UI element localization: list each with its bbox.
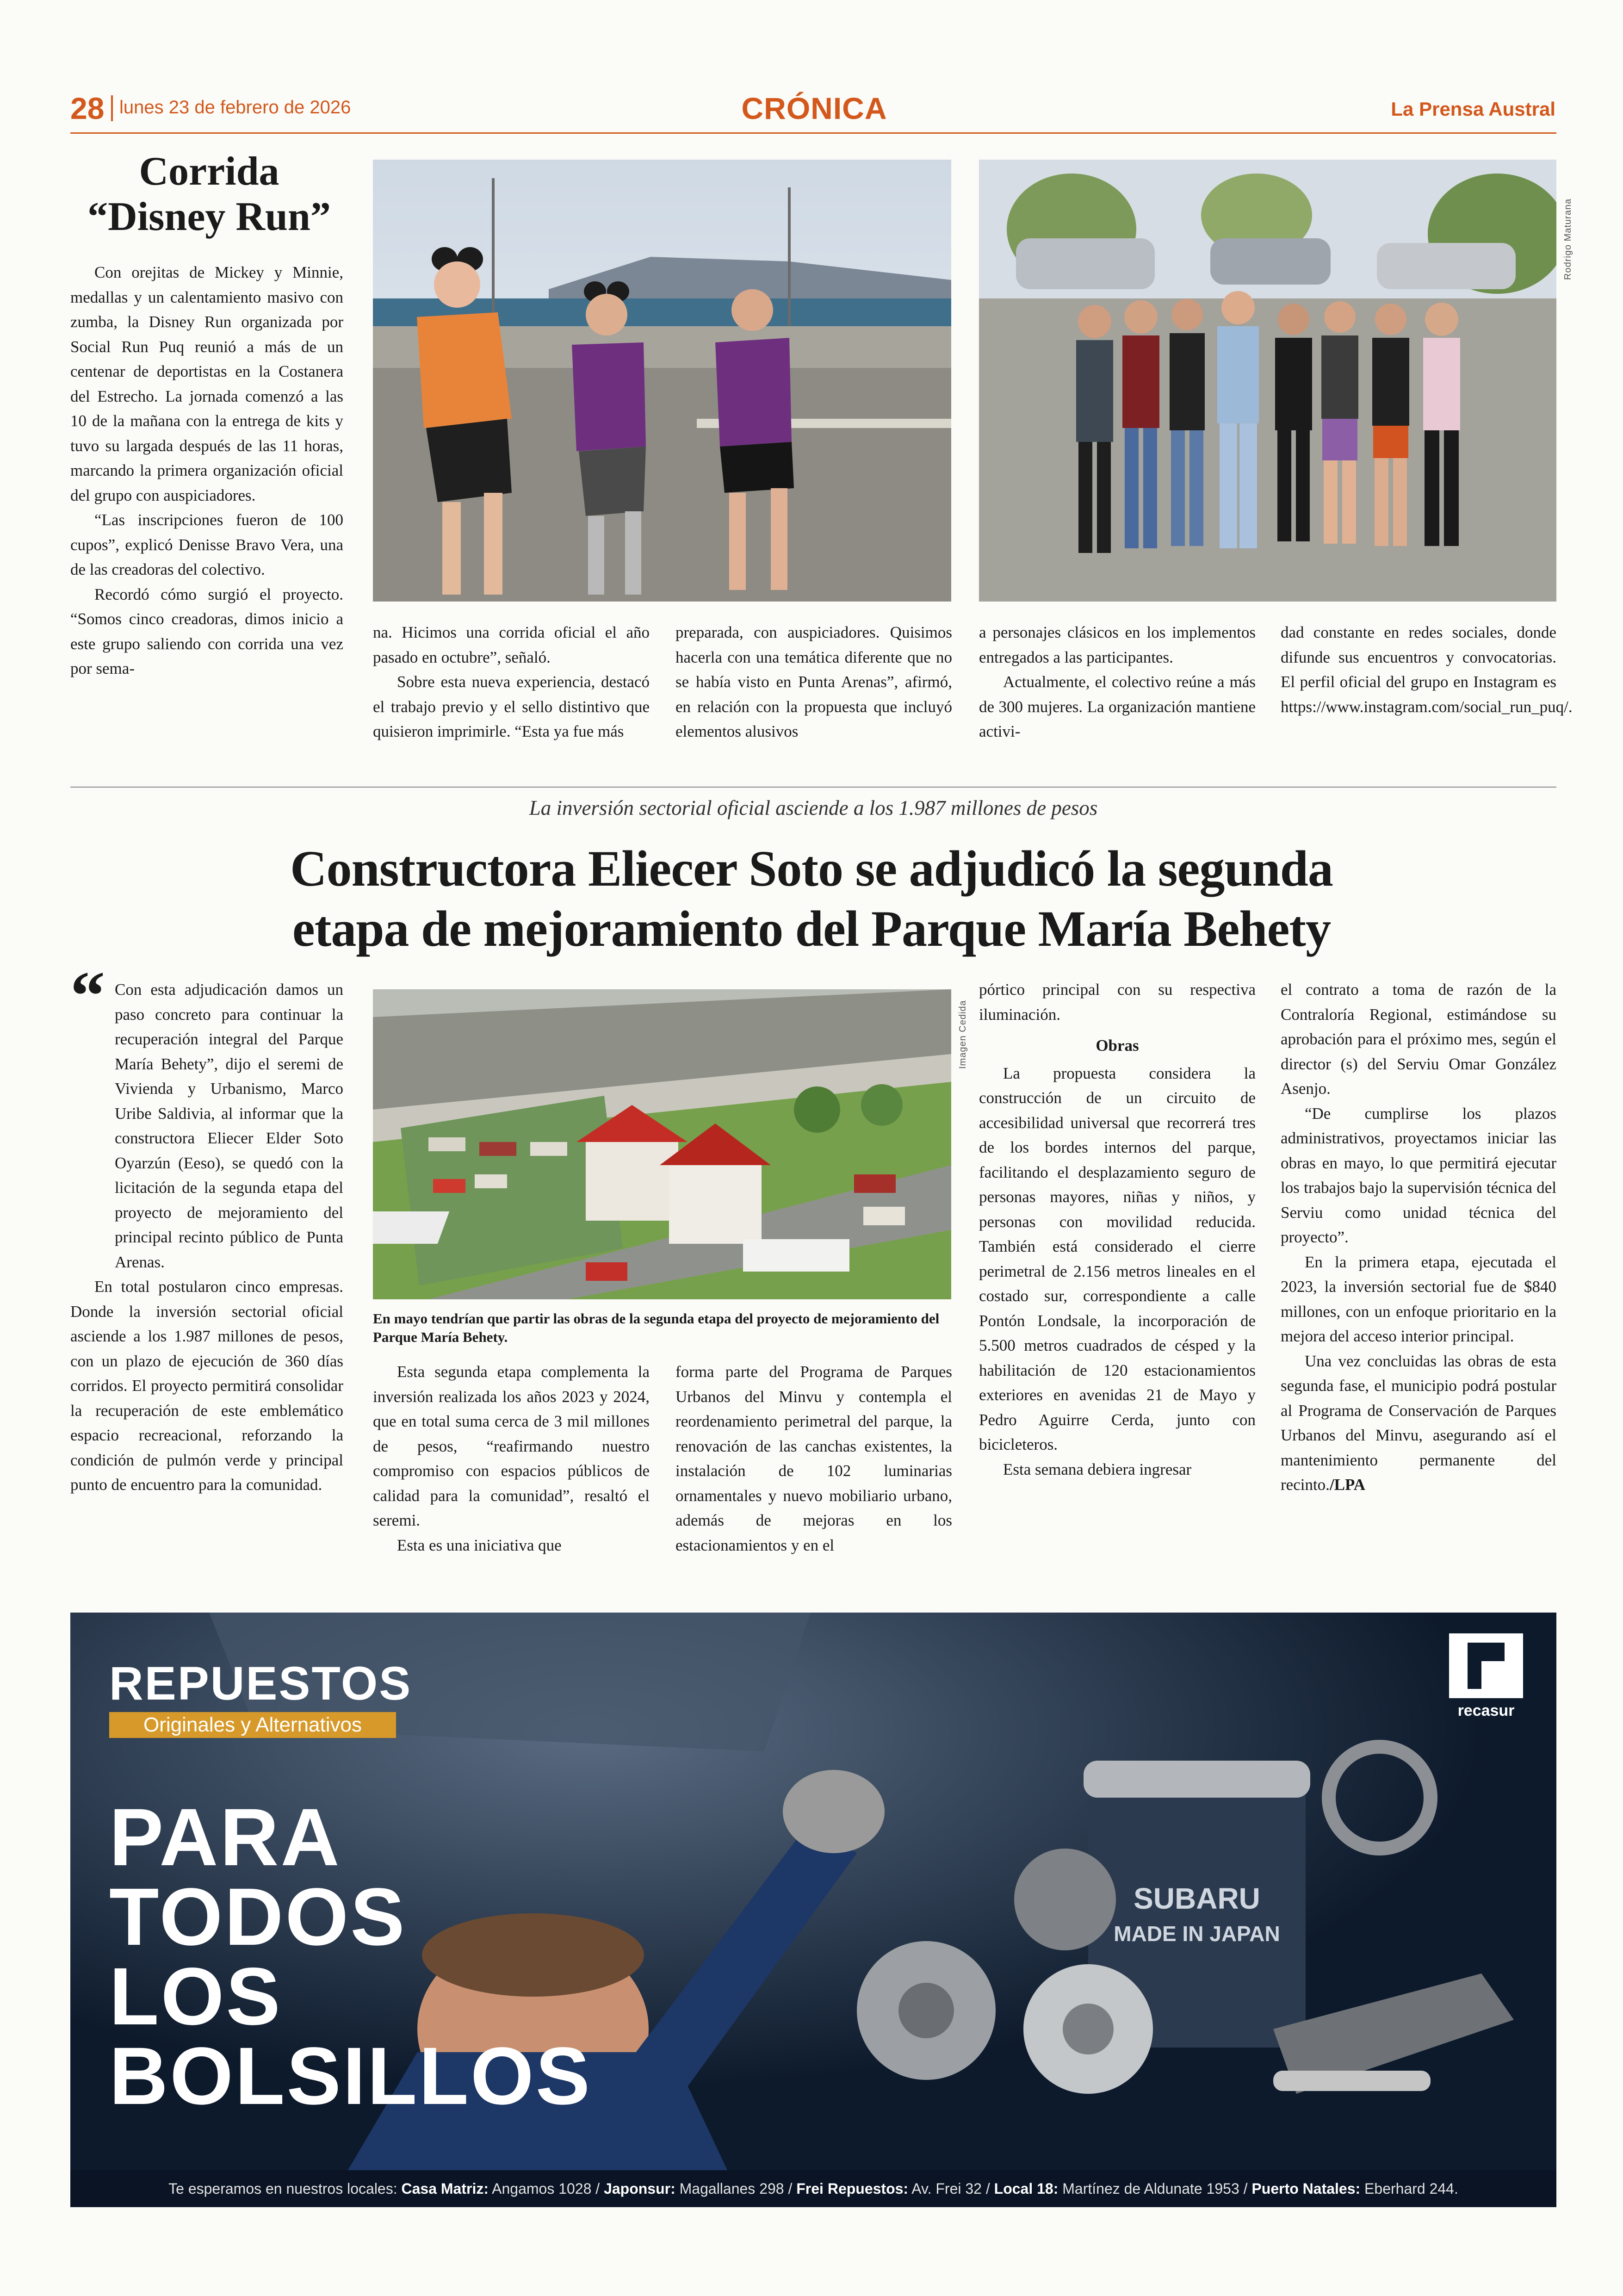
- ad-slogan-line: PARA: [109, 1792, 341, 1883]
- paragraph: a personajes clásicos en los implementos entregados a las participantes.: [979, 623, 1256, 666]
- story1-column-3: [675, 620, 952, 744]
- footer-intro: Te esperamos en nuestros locales:: [168, 2180, 397, 2197]
- ad-slogan-line: TODOS: [109, 1872, 407, 1962]
- story2-headline-line2: etapa de mejoramiento del Parque María Behety: [292, 900, 1331, 957]
- subheading-obras: Obras: [1096, 1036, 1139, 1055]
- photo-credit-story1: Rodrigo Maturana: [1563, 198, 1573, 280]
- story1-column-2: [373, 620, 650, 744]
- ad-subtitle: Originales y Alternativos: [109, 1712, 396, 1738]
- story1-title-line2: “Disney Run”: [87, 194, 331, 239]
- author-signature: /LPA: [1329, 1476, 1366, 1494]
- ad-slogan-line: LOS: [109, 1951, 282, 2042]
- location-name: Local 18:: [994, 2180, 1059, 2197]
- newspaper-name: La Prensa Austral: [1391, 98, 1555, 120]
- paragraph: dad constante en redes sociales, donde difunde sus encuentros y convocatorias. El perfil oficial del grupo en Instagram es https://www.instagram.com/social_run_puq/.: [1281, 623, 1573, 716]
- park-rendering: [373, 989, 951, 1299]
- paragraph: Con orejitas de Mickey y Minnie, medallas y un calentamiento masivo con zumba, la Disney Run organizada por Social Run Puq reunió a más de un centenar de deportistas en la Costanera del Estrecho. La jornada comenzó a las 10 de la mañana con la entrega de kits y tuvo su largada después de las 11 horas, marcando la primera organización oficial del grupo con auspiciadores.: [70, 263, 343, 504]
- paragraph: Esta segunda etapa complementa la inversión realizada los años 2023 y 2024, que en total suma cerca de 3 mil millones de pesos, “reafirmando nuestro compromiso con espacios públicos de calidad para la comunidad”, resaltó el seremi.: [373, 1363, 650, 1529]
- product-brand: SUBARU: [1134, 1882, 1260, 1915]
- header-divider: [111, 95, 113, 121]
- location-name: Casa Matriz:: [401, 2180, 489, 2197]
- recasur-logo: [1440, 1633, 1532, 1721]
- paragraph: forma parte del Programa de Parques Urbanos del Minvu y contempla el reordenamiento perimetral del parque, la renovación de las canchas existentes, la instalación de 102 luminarias ornamentales y nuevo mobiliario urbano, además de mejoras en los estacionamientos y en el: [675, 1363, 952, 1554]
- header-rule: [70, 132, 1556, 134]
- paragraph: Esta es una iniciativa que: [397, 1536, 562, 1554]
- paragraph: pórtico principal con su respectiva iluminación.: [979, 980, 1256, 1024]
- paragraph: Actualmente, el colectivo reúne a más de 300 mujeres. La organización mantiene activi-: [979, 673, 1256, 740]
- section-divider: [70, 787, 1556, 788]
- paragraph: [1281, 1349, 1556, 1497]
- story1-title: [70, 149, 348, 240]
- photo-caption: En mayo tendrían que partir las obras de la segunda etapa del proyecto de mejoramiento del Parque María Behety.: [373, 1310, 940, 1345]
- paragraph: preparada, con auspiciadores. Quisimos hacerla con una temática diferente que no se había visto en Punta Arenas”, afirmó, en relación con la propuesta que incluyó elementos alusivos: [675, 623, 952, 740]
- story2-column-4: [979, 977, 1256, 1482]
- paragraph: “De cumplirse los plazos administrativos, proyectamos iniciar las obras en mayo, lo que permitirá ejecutar los trabajos bajo la supervisión técnica del Serviu como unidad técnica del proyecto”.: [1281, 1104, 1556, 1246]
- ad-title: REPUESTOS: [109, 1657, 412, 1710]
- story1-column-4: [979, 620, 1256, 744]
- location-address: Martínez de Aldunate 1953: [1062, 2180, 1239, 2197]
- ad-footer: Te esperamos en nuestros locales: Casa Matriz: Angamos 1028 / Japonsur: Magallanes 298 / Frei Repuestos: Av. Frei 32 / Local 18: Martínez de Aldunate 1953 / Puerto Natales: Eberhard 244.: [70, 2170, 1556, 2207]
- story2-column-3: [675, 1359, 952, 1558]
- paragraph: Recordó cómo surgió el proyecto. “Somos cinco creadoras, dimos inicio a este grupo saliendo con corrida una vez por sema-: [70, 585, 343, 677]
- product-origin: MADE IN JAPAN: [1114, 1922, 1280, 1946]
- page-number: 28: [70, 91, 105, 125]
- story2-headline-line1: Constructora Eliecer Soto se adjudicó la segunda: [290, 840, 1333, 897]
- story1-column-1: [70, 260, 343, 681]
- brand-name: recasur: [1457, 1702, 1515, 1719]
- story2-column-1: [70, 977, 343, 1497]
- location-address: Magallanes 298: [679, 2180, 784, 2197]
- section-title: CRÓNICA: [741, 91, 887, 125]
- story2-headline: [93, 838, 1530, 959]
- paragraph: na. Hicimos una corrida oficial el año pasado en octubre”, señaló.: [373, 623, 650, 666]
- ad-slogan-line: BOLSILLOS: [109, 2031, 592, 2122]
- location-address: Av. Frei 32: [911, 2180, 982, 2197]
- paragraph: “Las inscripciones fueron de 100 cupos”, explicó Denisse Bravo Vera, una de las creadoras del colectivo.: [70, 511, 343, 578]
- location-address: Eberhard 244.: [1364, 2180, 1458, 2197]
- paragraph: En total postularon cinco empresas. Donde la inversión sectorial oficial asciende a los 1.987 millones de pesos, con un plazo de ejecución de 360 días corridos. El proyecto permitirá consolidar la recuperación de este emblemático espacio recreacional, reforzando la condición de pulmón verde y principal punto de encuentro para la comunidad.: [70, 1278, 343, 1494]
- location-name: Frei Repuestos:: [796, 2180, 909, 2197]
- location-name: Japonsur:: [604, 2180, 675, 2197]
- paragraph: Con esta adjudicación damos un paso concreto para continuar la recuperación integral del Parque María Behety”, dijo el seremi de Vivienda y Urbanismo, Marco Uribe Saldivia, al informar que la constructora Eliecer Elder Soto Oyarzún (Eeso), se quedó con la licitación de la segunda etapa del proyecto de mejoramiento del principal recinto público de Punta Arenas.: [115, 980, 343, 1271]
- story2-column-2: [373, 1359, 650, 1558]
- paragraph: el contrato a toma de razón de la Contraloría Regional, estimándose su aprobación para el próximo mes, según el director (s) del Serviu Omar González Asenjo.: [1281, 980, 1556, 1098]
- paragraph: Esta semana debiera ingresar: [1003, 1460, 1192, 1478]
- paragraph: Sobre esta nueva experiencia, destacó el trabajo previo y el sello distintivo que quisieron imprimirle. “Esta ya fue más: [373, 673, 650, 740]
- location-address: Angamos 1028: [492, 2180, 592, 2197]
- quote-mark-icon: “: [70, 957, 105, 1034]
- advertisement: [70, 1613, 1556, 2207]
- paragraph: En la primera etapa, ejecutada el 2023, la inversión sectorial fue de $840 millones, con un enfoque prioritario en la mejora del acceso interior principal.: [1281, 1253, 1556, 1345]
- paragraph: La propuesta considera la construcción de un circuito de accesibilidad universal que recorrerá tres de los bordes internos del parque, facilitando el desplazamiento seguro de personas mayores, niñas y niños, y personas con movilidad reducida. También está considerado el cierre perimetral de 2.156 metros lineales en el costado sur, correspondiente a calle Pontón Londsale, la incorporación de 5.500 metros cuadrados de césped y la habilitación de 120 estacionamientos exteriores en avenidas 21 de Mayo y Pedro Aguirre Cerda, junto con bicicleteros.: [979, 1064, 1256, 1453]
- story2-column-5: [1281, 977, 1556, 1497]
- runners-photo: [373, 160, 951, 602]
- story1-title-line1: Corrida: [139, 149, 279, 194]
- page-date: lunes 23 de febrero de 2026: [119, 97, 351, 118]
- location-name: Puerto Natales:: [1251, 2180, 1361, 2197]
- story2-kicker: La inversión sectorial oficial asciende a los 1.987 millones de pesos: [529, 796, 1098, 819]
- photo-credit-story2: Imagen Cedida: [958, 1000, 968, 1069]
- story1-column-5: [1281, 620, 1573, 719]
- group-photo: [979, 160, 1556, 602]
- ad-slogan: [109, 1792, 592, 2122]
- paragraph-text: Una vez concluidas las obras de esta segunda fase, el municipio podrá postular al Programa de Conservación de Parques Urbanos del Minvu, asegurando así el mantenimiento permanente del recinto.: [1281, 1352, 1556, 1494]
